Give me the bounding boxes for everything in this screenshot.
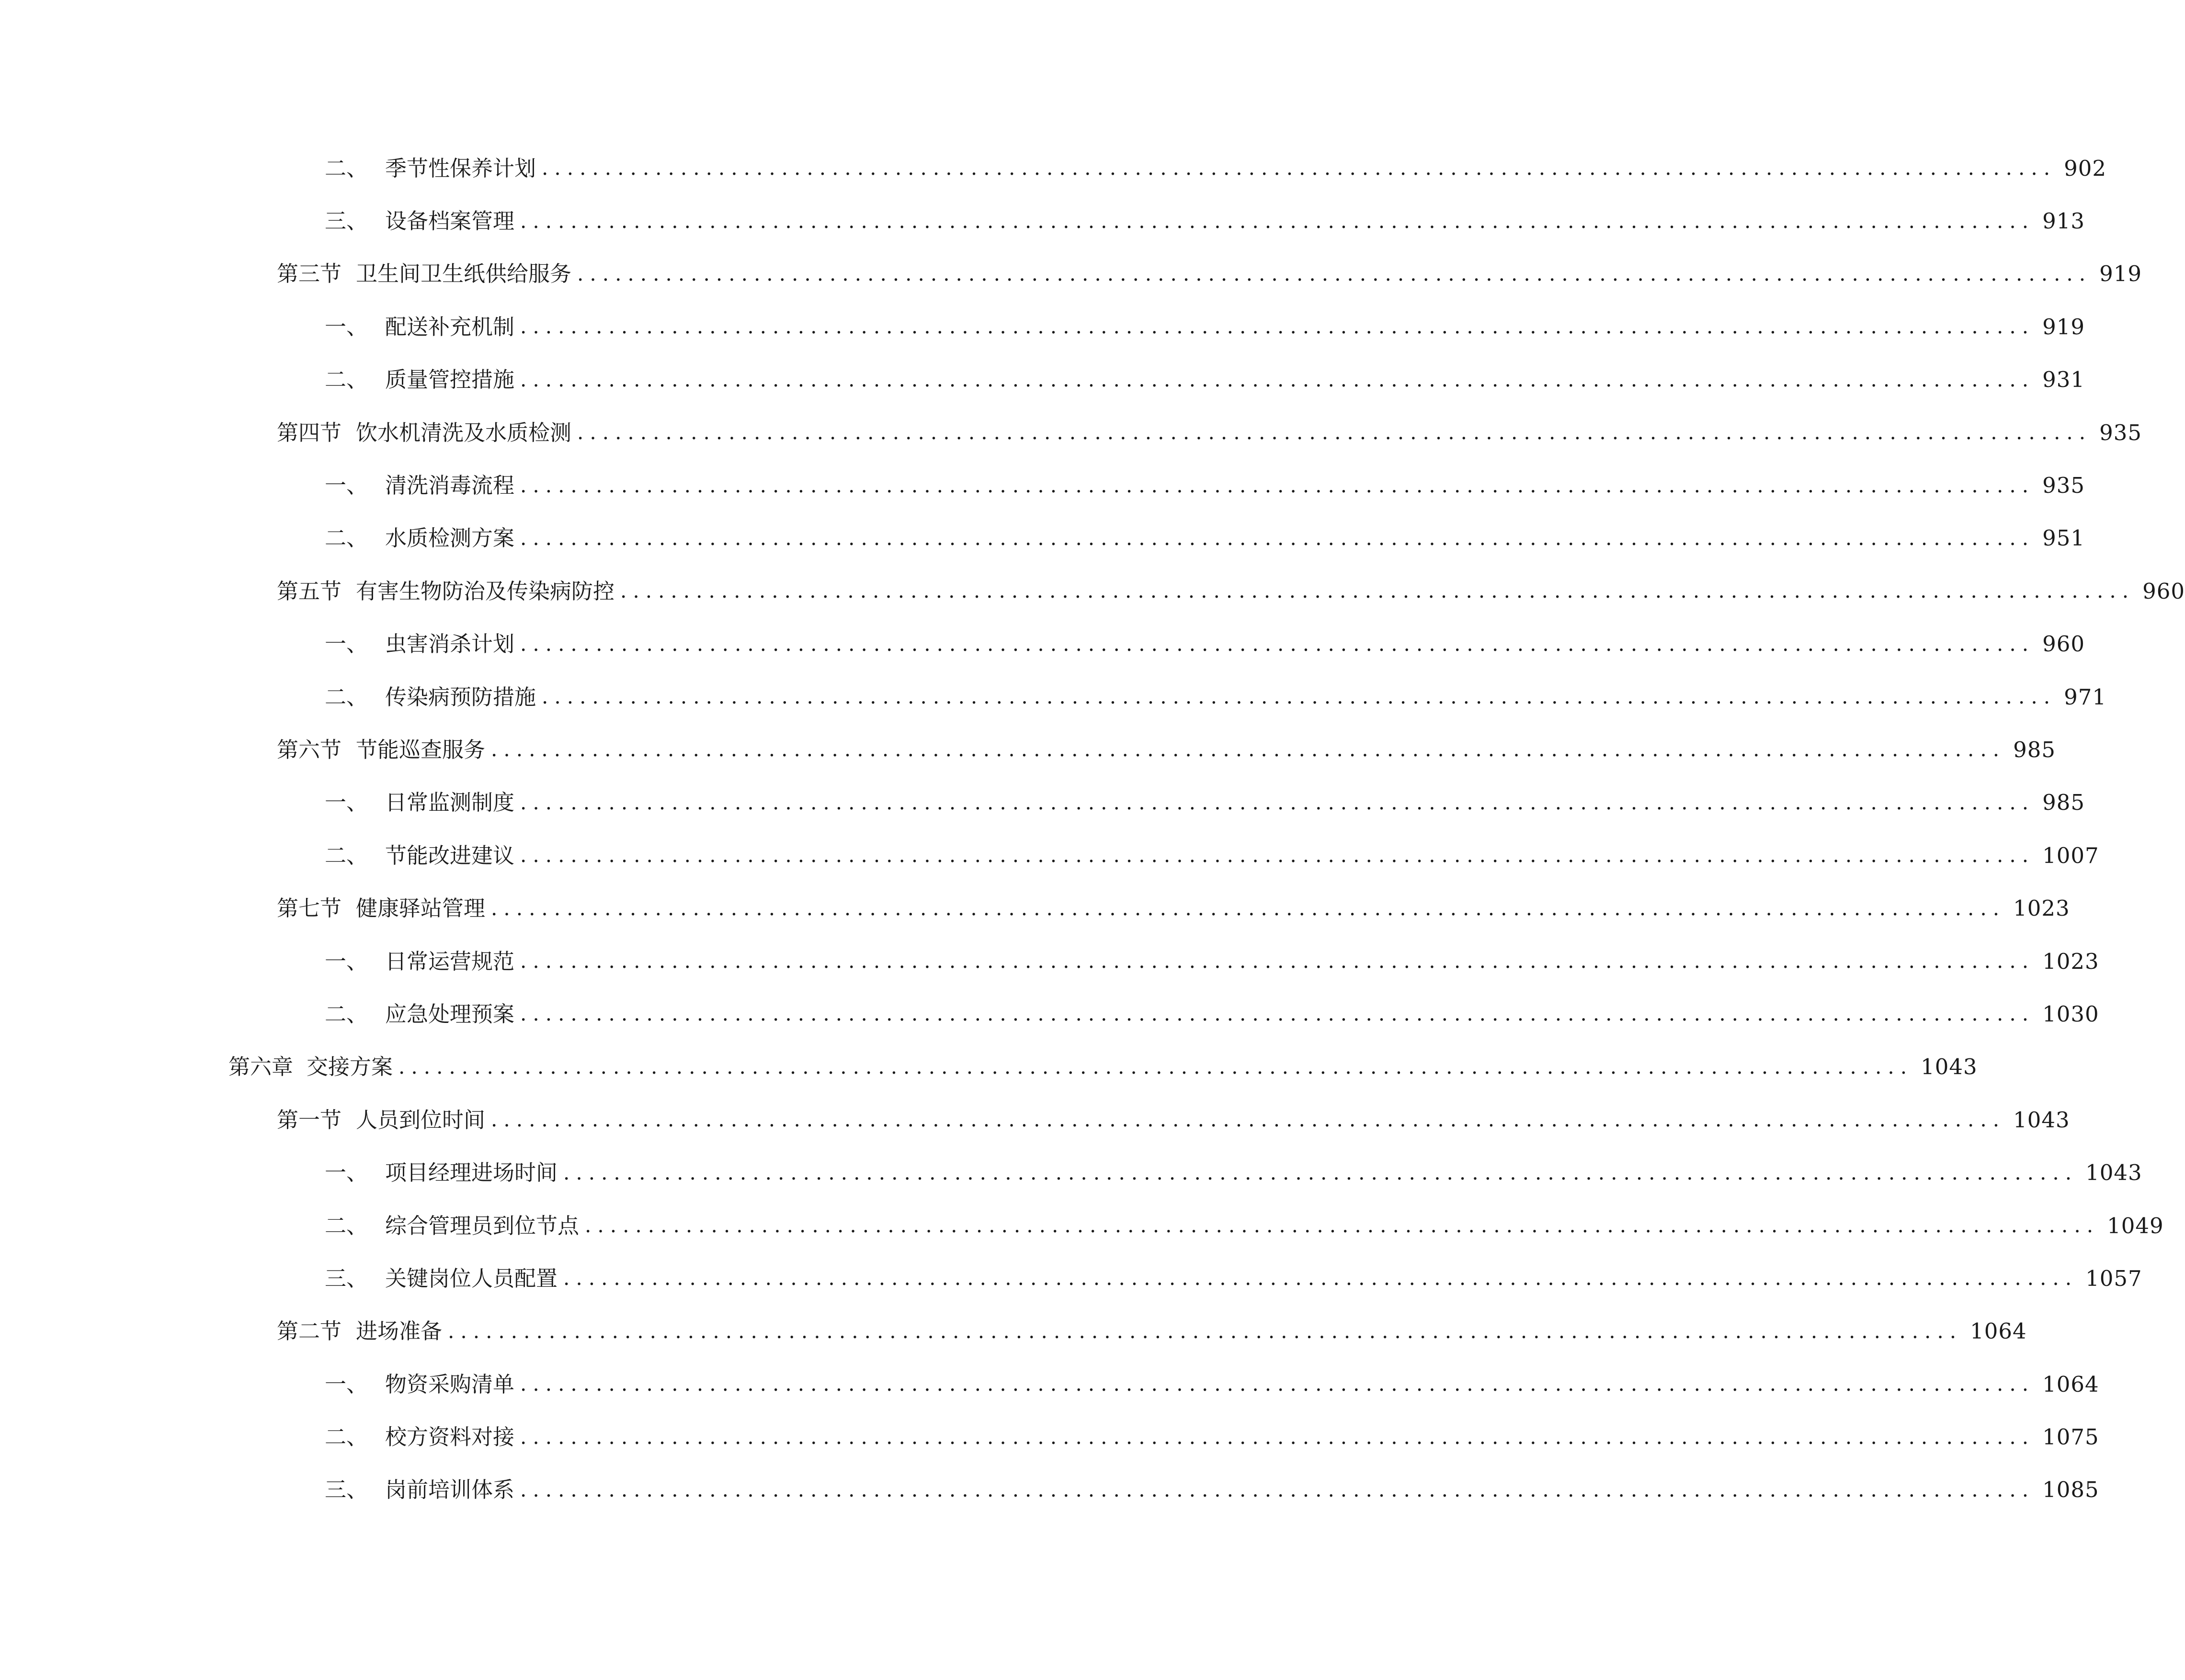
toc-entry-text: 项目经理进场时间: [385, 1160, 558, 1186]
toc-entry-title: [277, 1320, 446, 1342]
toc-entry-text: 关键岗位人员配置: [385, 1265, 558, 1291]
toc-entry-title: [228, 1056, 397, 1078]
toc-entry-page-number: 935: [2042, 473, 2085, 499]
toc-entry-page-number: 935: [2099, 420, 2142, 445]
toc-entry-text: 饮水机清洗及水质检测: [356, 420, 572, 445]
toc-entry-number: 三、: [325, 208, 368, 234]
toc-entry-page-number: 960: [2142, 578, 2185, 604]
toc-entry[interactable]: [0, 353, 2085, 406]
toc-entry-number: 第二节: [277, 1318, 342, 1344]
toc-entry-page-number: 919: [2042, 314, 2085, 340]
toc-entry-text: 岗前培训体系: [385, 1477, 515, 1503]
toc-entry-page-number: 985: [2013, 737, 2056, 762]
toc-entry-title: [277, 261, 575, 287]
toc-entry[interactable]: [0, 1410, 2099, 1463]
toc-entry-page-number: 1085: [2042, 1477, 2099, 1503]
toc-entry-text: 节能巡查服务: [356, 737, 486, 762]
toc-entry-number: 一、: [325, 631, 368, 657]
toc-entry-title: [277, 739, 489, 761]
toc-entry-number: 一、: [325, 948, 368, 974]
toc-entry-text: 有害生物防治及传染病防控: [356, 578, 615, 604]
toc-entry-title: [325, 1477, 518, 1503]
toc-entry-title: [277, 897, 489, 919]
toc-entry-title: [277, 580, 618, 602]
toc-entry-page-number: 960: [2042, 631, 2085, 657]
toc-entry-page-number: 1043: [1921, 1054, 1978, 1080]
toc-entry-number: 一、: [325, 790, 368, 816]
toc-entry[interactable]: [0, 142, 2106, 194]
toc-entry-text: 校方资料对接: [385, 1424, 515, 1450]
toc-entry-number: 三、: [325, 1477, 368, 1503]
toc-entry-text: 进场准备: [356, 1318, 443, 1344]
toc-entry[interactable]: [0, 618, 2085, 670]
toc-entry-number: 二、: [325, 842, 368, 868]
toc-entry-title: [325, 367, 518, 393]
toc-entry-page-number: 1030: [2042, 1001, 2099, 1027]
toc-entry[interactable]: [0, 1305, 2027, 1358]
toc-entry-number: 一、: [325, 314, 368, 340]
toc-entry-text: 水质检测方案: [385, 525, 515, 551]
toc-entry[interactable]: [0, 723, 2056, 776]
toc-entry-page-number: 913: [2042, 208, 2085, 234]
toc-entry-number: 第七节: [277, 896, 342, 921]
toc-entry-text: 配送补充机制: [385, 314, 515, 340]
toc-entry-title: [325, 1265, 561, 1291]
toc-entry-number: 第一节: [277, 1107, 342, 1133]
toc-entry-number: 第六节: [277, 737, 342, 762]
toc-entry-page-number: 1043: [2013, 1107, 2070, 1133]
toc-entry-number: 一、: [325, 473, 368, 499]
toc-entry-number: 第三节: [277, 261, 342, 287]
toc-entry[interactable]: [0, 1464, 2099, 1516]
dot-leader: ........................................................................................................................: [448, 1319, 1963, 1343]
toc-entry-title: [325, 527, 518, 549]
toc-entry-page-number: 902: [2064, 155, 2106, 181]
toc-entry-page-number: 1075: [2042, 1424, 2099, 1450]
dot-leader: ........................................................................................................................: [620, 579, 2135, 603]
toc-entry-number: 一、: [325, 1371, 368, 1397]
toc-entry-page-number: 1043: [2085, 1160, 2142, 1186]
toc-entry[interactable]: [0, 512, 2085, 565]
dot-leader: ........................................................................................................................: [520, 949, 2035, 973]
toc-entry-text: 节能改进建议: [385, 842, 515, 868]
toc-entry-page-number: 919: [2099, 261, 2142, 287]
toc-entry-page-number: 971: [2064, 684, 2106, 710]
toc-entry-number: 二、: [325, 525, 368, 551]
dot-leader: ........................................................................................................................: [520, 526, 2035, 550]
toc-entry-text: 综合管理员到位节点: [385, 1213, 580, 1238]
dot-leader: ........................................................................................................................: [491, 896, 2006, 920]
toc-entry-text: 日常监测制度: [385, 790, 515, 816]
toc-entry[interactable]: [0, 1093, 2070, 1146]
toc-entry-title: [325, 633, 518, 655]
toc-entry[interactable]: [0, 1146, 2142, 1199]
toc-entry[interactable]: [0, 1041, 1978, 1093]
toc-entry-number: 三、: [325, 1265, 368, 1291]
toc-entry-number: 二、: [325, 367, 368, 393]
toc-entry-text: 季节性保养计划: [385, 155, 536, 181]
dot-leader: ........................................................................................................................: [491, 738, 2006, 761]
dot-leader: ........................................................................................................................: [520, 209, 2035, 233]
toc-entry[interactable]: [0, 406, 2142, 459]
toc-entry[interactable]: [0, 776, 2085, 829]
toc-entry-title: [325, 210, 518, 232]
dot-leader: ........................................................................................................................: [491, 1108, 2006, 1132]
toc-entry-title: [325, 1160, 561, 1186]
toc-entry-text: 物资采购清单: [385, 1371, 515, 1397]
toc-entry-page-number: 1064: [1970, 1318, 2027, 1344]
toc-entry-text: 应急处理预案: [385, 1001, 515, 1027]
toc-entry-number: 二、: [325, 1213, 368, 1238]
dot-leader: ........................................................................................................................: [563, 1266, 2078, 1290]
table-of-contents: [0, 142, 2185, 1516]
dot-leader: ........................................................................................................................: [520, 843, 2035, 867]
toc-entry[interactable]: [0, 1358, 2099, 1410]
toc-entry-page-number: 1049: [2107, 1213, 2164, 1238]
dot-leader: ........................................................................................................................: [520, 1425, 2035, 1449]
toc-entry[interactable]: [0, 1199, 2164, 1252]
dot-leader: ........................................................................................................................: [398, 1055, 1913, 1078]
toc-entry-page-number: 985: [2042, 790, 2085, 816]
dot-leader: ........................................................................................................................: [577, 261, 2092, 285]
dot-leader: ........................................................................................................................: [542, 685, 2057, 709]
toc-entry-text: 卫生间卫生纸供给服务: [356, 261, 572, 287]
toc-entry-title: [325, 1003, 518, 1025]
toc-entry-title: [325, 316, 518, 338]
toc-entry-text: 设备档案管理: [385, 208, 515, 234]
toc-entry-title: [325, 1426, 518, 1448]
toc-entry-text: 质量管控措施: [385, 367, 515, 393]
toc-entry-page-number: 1057: [2085, 1265, 2142, 1291]
dot-leader: ........................................................................................................................: [520, 632, 2035, 656]
toc-entry-text: 清洗消毒流程: [385, 473, 515, 499]
dot-leader: ........................................................................................................................: [520, 315, 2035, 339]
dot-leader: ........................................................................................................................: [577, 420, 2092, 444]
toc-entry-number: 二、: [325, 1424, 368, 1450]
toc-entry-title: [325, 1215, 583, 1237]
toc-entry-text: 人员到位时间: [356, 1107, 486, 1133]
dot-leader: ........................................................................................................................: [520, 1372, 2035, 1396]
toc-entry-text: 虫害消杀计划: [385, 631, 515, 657]
dot-leader: ........................................................................................................................: [542, 156, 2057, 180]
dot-leader: ........................................................................................................................: [520, 790, 2035, 814]
toc-entry-page-number: 931: [2042, 367, 2085, 393]
toc-entry-text: 交接方案: [307, 1054, 393, 1080]
toc-entry-text: 健康驿站管理: [356, 896, 486, 921]
toc-entry[interactable]: [0, 882, 2070, 934]
toc-entry-page-number: 1007: [2042, 842, 2099, 868]
toc-entry-page-number: 1064: [2042, 1371, 2099, 1397]
toc-entry-title: [325, 842, 518, 868]
toc-entry-title: [325, 473, 518, 499]
toc-entry[interactable]: [0, 194, 2085, 247]
toc-entry-number: 第六章: [228, 1054, 294, 1080]
dot-leader: ........................................................................................................................: [563, 1160, 2078, 1184]
toc-entry[interactable]: [0, 829, 2099, 882]
toc-entry-number: 第五节: [277, 578, 342, 604]
toc-entry-title: [325, 948, 518, 974]
toc-entry-title: [325, 686, 540, 708]
toc-entry-text: 传染病预防措施: [385, 684, 536, 710]
toc-entry-number: 二、: [325, 1001, 368, 1027]
toc-entry[interactable]: [0, 1252, 2142, 1305]
toc-entry[interactable]: [0, 300, 2085, 353]
toc-entry-text: 日常运营规范: [385, 948, 515, 974]
dot-leader: ........................................................................................................................: [520, 1477, 2035, 1501]
toc-entry-number: 二、: [325, 155, 368, 181]
dot-leader: ........................................................................................................................: [520, 1002, 2035, 1026]
toc-entry[interactable]: [0, 248, 2142, 300]
toc-entry[interactable]: [0, 988, 2099, 1040]
toc-entry[interactable]: [0, 670, 2106, 723]
toc-entry[interactable]: [0, 459, 2085, 511]
toc-entry-page-number: 1023: [2013, 896, 2070, 921]
toc-entry-page-number: 951: [2042, 525, 2085, 551]
toc-entry-title: [325, 1371, 518, 1397]
toc-entry-title: [277, 1109, 489, 1131]
dot-leader: ........................................................................................................................: [520, 473, 2035, 497]
toc-entry-page-number: 1023: [2042, 948, 2099, 974]
toc-entry-title: [325, 155, 540, 181]
toc-entry-title: [325, 790, 518, 816]
toc-entry-number: 第四节: [277, 420, 342, 445]
toc-entry[interactable]: [0, 935, 2099, 988]
toc-entry[interactable]: [0, 565, 2185, 617]
toc-entry-title: [277, 422, 575, 443]
dot-leader: ........................................................................................................................: [585, 1214, 2100, 1237]
toc-entry-number: 一、: [325, 1160, 368, 1186]
dot-leader: ........................................................................................................................: [520, 367, 2035, 391]
toc-entry-number: 二、: [325, 684, 368, 710]
